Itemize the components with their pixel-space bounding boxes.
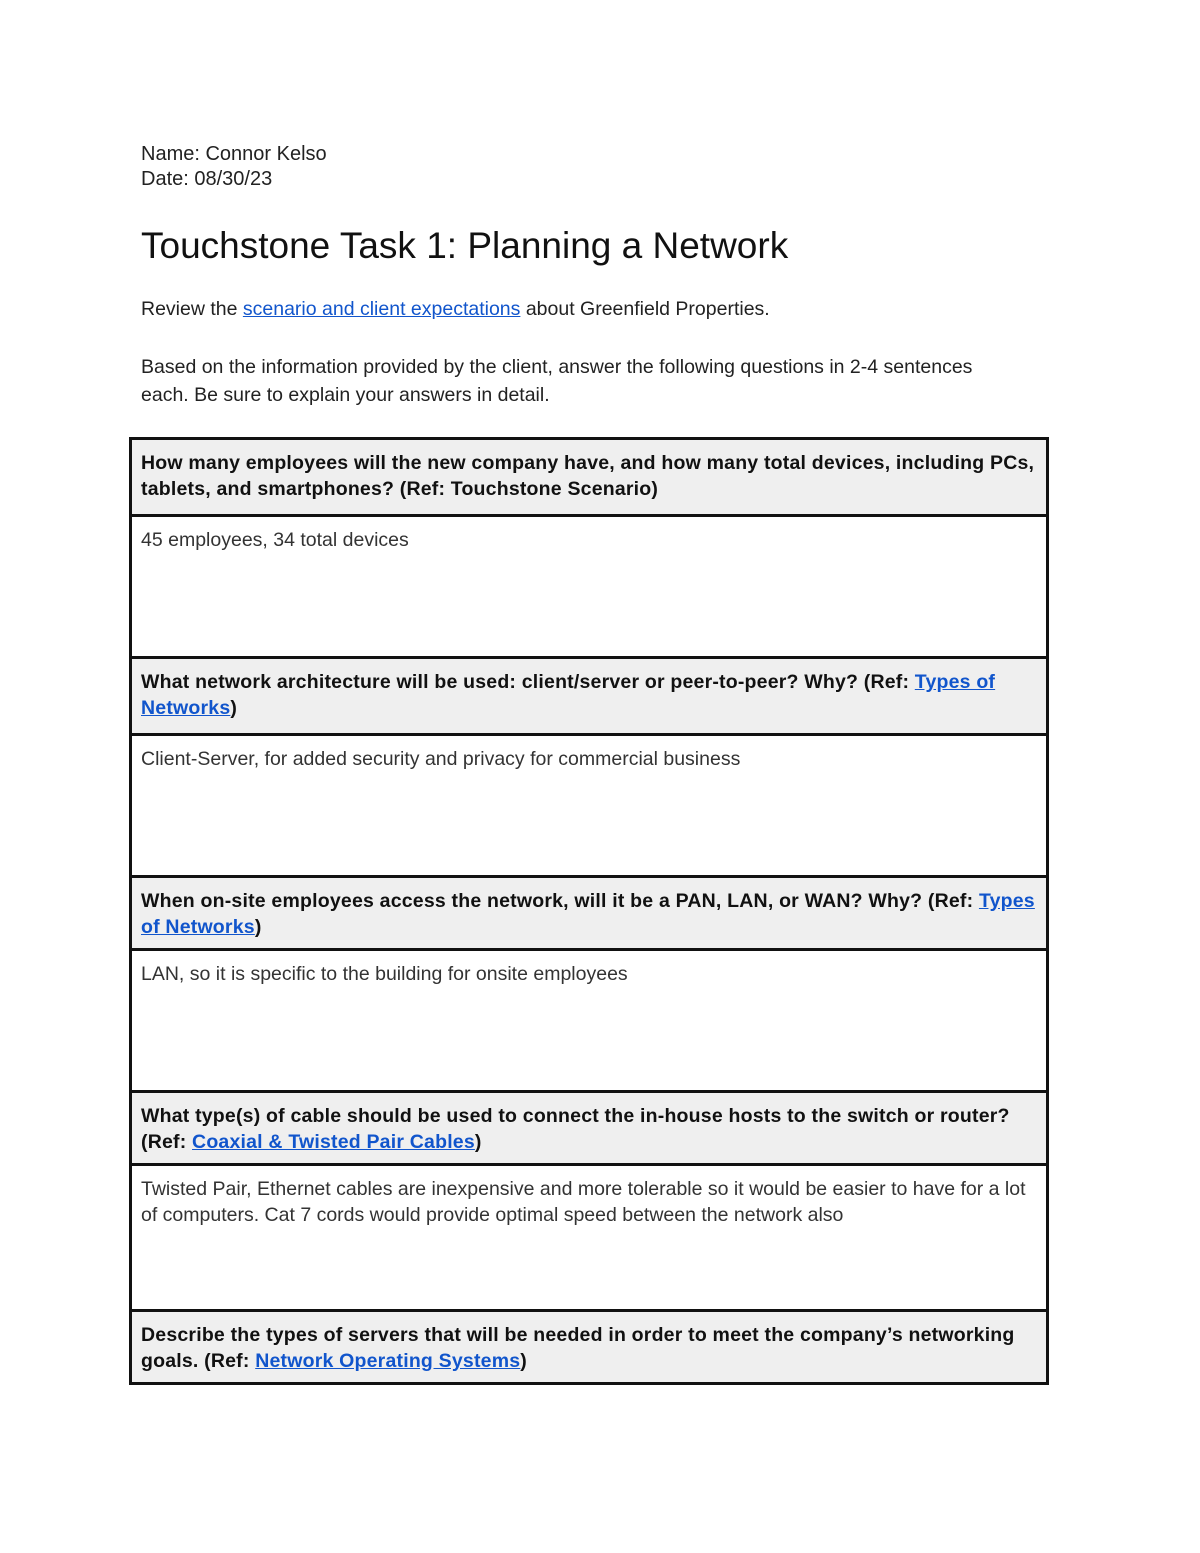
question-text: Describe the types of servers that will be needed in order to meet the company’s networking goals. (Ref: — [141, 1324, 1015, 1372]
answer-cell-2[interactable]: Client-Server, for added security and privacy for commercial business — [131, 735, 1048, 877]
answer-cell-3[interactable]: LAN, so it is specific to the building for onsite employees — [131, 950, 1048, 1092]
submission-date: Date: 08/30/23 — [141, 168, 273, 190]
question-suffix: ) — [254, 916, 262, 938]
question-cell-4 — [131, 1092, 1048, 1165]
answer-cell-4[interactable]: Twisted Pair, Ethernet cables are inexpensive and more tolerable so it would be easier to have for a lot of computers. Cat 7 cords would provide optimal speed between the network also — [131, 1165, 1048, 1311]
question-suffix: ) — [520, 1350, 527, 1372]
review-paragraph — [141, 295, 1021, 323]
review-suffix: about Greenfield Properties. — [520, 298, 770, 320]
question-suffix: ) — [474, 1131, 482, 1153]
question-cell-3 — [131, 877, 1048, 950]
question-cell-2 — [131, 658, 1048, 735]
review-prefix: Review the — [141, 298, 243, 320]
answer-cell-1[interactable]: 45 employees, 34 total devices — [131, 516, 1048, 658]
scenario-link[interactable]: scenario and client expectations — [242, 298, 521, 320]
question-text: What type(s) of cable should be used to connect the in-house hosts to the switch or router? (Ref: — [141, 1105, 1010, 1153]
document-title: Touchstone Task 1: Planning a Network — [141, 225, 789, 266]
question-cell-1: How many employees will the new company have, and how many total devices, including PCs, tablets, and smartphones? (Ref: Touchstone Scenario) — [131, 439, 1048, 516]
cables-link[interactable]: Coaxial & Twisted Pair Cables — [192, 1131, 475, 1153]
types-of-networks-link[interactable]: Types of Networks — [141, 671, 996, 719]
instructions-paragraph: Based on the information provided by the client, answer the following questions in 2-4 sentences each. Be sure to explain your answers in detail. — [141, 356, 973, 406]
question-cell-5 — [131, 1311, 1048, 1384]
qa-table — [129, 437, 1049, 1385]
question-suffix: ) — [230, 697, 238, 719]
question-text: What network architecture will be used: client/server or peer-to-peer? Why? (Ref: — [141, 671, 915, 693]
student-name: Name: Connor Kelso — [141, 143, 327, 165]
network-operating-systems-link[interactable]: Network Operating Systems — [255, 1350, 521, 1372]
question-text: When on-site employees access the network, will it be a PAN, LAN, or WAN? Why? (Ref: — [141, 890, 979, 912]
types-of-networks-link[interactable]: Types of Networks — [141, 890, 1035, 938]
